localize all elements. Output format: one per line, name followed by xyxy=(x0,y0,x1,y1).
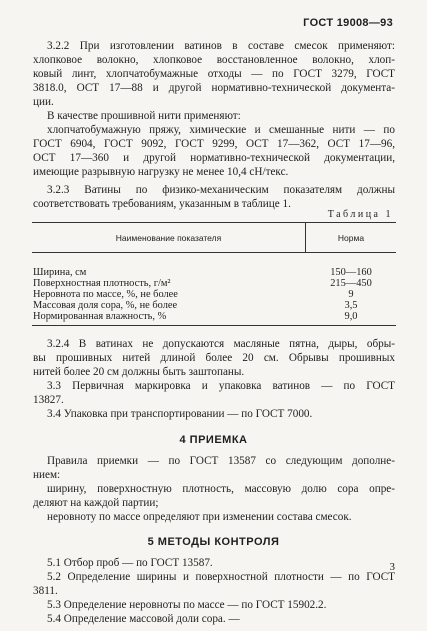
paragraph-line: ширину, поверхностную плотность, массовую долю сора опре- xyxy=(47,483,395,495)
paragraph-line: вы прошивных нитей длиной более 20 см. Обрывы прошивных xyxy=(33,352,395,364)
paragraph-line: 13827. xyxy=(33,394,64,406)
paragraph-line: 3.2.3 Ватины по физико-механическим показателям должны xyxy=(47,184,395,196)
table-row-value: 9 xyxy=(348,289,354,300)
paragraph-line: 5.3 Определение неровноты по массе — по ГОСТ 15902.2. xyxy=(47,599,327,611)
paragraph-line: 3.3 Первичная маркировка и упаковка ватинов — по ГОСТ xyxy=(47,380,395,392)
table-header-name: Наименование показателя xyxy=(115,233,222,243)
table-row-value: 9,0 xyxy=(344,311,358,322)
table-header-rule xyxy=(32,252,396,253)
paragraph-line: имеющие разрывную нагрузку не менее 10,4 сН/текс. xyxy=(33,166,289,178)
paragraph-line: нием: xyxy=(33,469,61,481)
paragraph-line: 3.2.4 В ватинах не допускаются масляные пятна, дыры, обры- xyxy=(47,338,395,350)
running-header: ГОСТ 19008—93 xyxy=(303,17,393,29)
table-header-norm: Норма xyxy=(337,233,365,243)
paragraph-line: 3.2.2 При изготовлении ватинов в составе смесок применяют: xyxy=(47,40,395,52)
table-row-value: 150—160 xyxy=(330,267,372,278)
paragraph-line: 5.1 Отбор проб — по ГОСТ 13587. xyxy=(47,557,213,569)
paragraph-line: Правила приемки — по ГОСТ 13587 со следующим дополне- xyxy=(47,455,395,467)
paragraph-line: соответствовать требованиям, указанным в таблице 1. xyxy=(33,198,291,210)
table-row-name: Массовая доля сора, %, не более xyxy=(33,300,178,311)
paragraph-line: 5.2 Определение ширины и поверхностной плотности — по ГОСТ xyxy=(47,571,395,583)
table-row-name: Неровнота по массе, %, не более xyxy=(33,289,178,300)
paragraph-line: ОСТ 17—360 и другой нормативно-технической документации, xyxy=(33,152,395,164)
section-heading: 4 ПРИЕМКА xyxy=(179,434,248,446)
paragraph-line: 3811. xyxy=(33,585,58,597)
paragraph-line: деляют на каждой партии; xyxy=(33,497,159,509)
paragraph-line: хлопковое волокно, хлопковое восстановленное волокно, хлоп- xyxy=(33,54,395,66)
table-caption: Таблица 1 xyxy=(327,209,393,220)
paragraph-line: 3.4 Упаковка при транспортировании — по ГОСТ 7000. xyxy=(47,408,313,420)
section-heading: 5 МЕТОДЫ КОНТРОЛЯ xyxy=(147,536,280,548)
paragraph-line: 3818.0, ОСТ 17—88 и другой нормативно-технической документа- xyxy=(33,82,395,94)
paragraph-line: ковый линт, хлопчатобумажные отходы — по ГОСТ 3279, ГОСТ xyxy=(33,68,395,80)
paragraph-line: 5.4 Определение массовой доли сора. — xyxy=(47,613,240,625)
paragraph-line: хлопчатобумажную пряжу, химические и смешанные нити — по xyxy=(47,124,395,136)
table-row-value: 215—450 xyxy=(330,278,372,289)
table-row-name: Нормированная влажность, % xyxy=(33,311,167,322)
table-row-name: Ширина, см xyxy=(33,267,87,278)
page-number: 3 xyxy=(389,561,395,573)
paragraph-line: ГОСТ 6904, ГОСТ 9092, ГОСТ 9299, ОСТ 17—362, ОСТ 17—96, xyxy=(33,138,395,150)
paragraph-line: неровноту по массе определяют при изменении состава смесок. xyxy=(47,511,352,523)
table-row-value: 3,5 xyxy=(344,300,358,311)
table-row-name: Поверхностная плотность, г/м² xyxy=(33,278,171,289)
paragraph-line: нитей более 20 см должны быть заштопаны. xyxy=(33,366,245,378)
paragraph-line: ции. xyxy=(33,96,54,108)
table-bottom-rule xyxy=(32,325,396,326)
paragraph-line: В качестве прошивной нити применяют: xyxy=(47,110,241,122)
table-top-rule xyxy=(32,222,396,223)
